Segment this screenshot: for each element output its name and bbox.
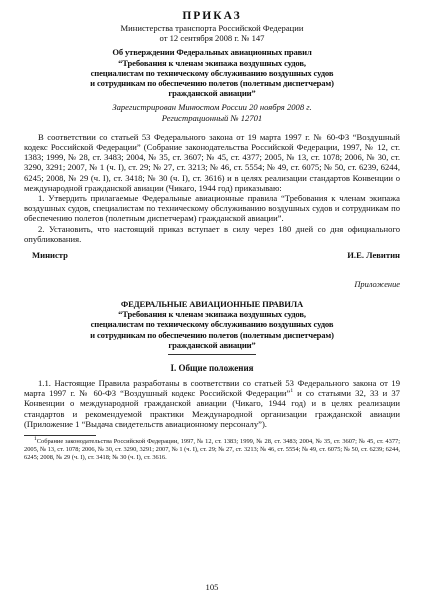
appendix-title-line: “Требования к членам экипажа воздушных судов, <box>118 309 306 320</box>
signer-title: Министр <box>32 250 68 261</box>
order-item-1: 1. Утвердить прилагаемые Федеральные авиационные правила “Требования к членам экипажа воздушных судов, специалистам по техническому обслуживанию воздушных судов и сотрудникам по обеспечению полетов (полетным диспетчерам) гражданской авиации”. <box>24 193 400 224</box>
appendix-title-line: ФЕДЕРАЛЬНЫЕ АВИАЦИОННЫЕ ПРАВИЛА <box>120 299 304 310</box>
order-item-2: 2. Установить, что настоящий приказ вступает в силу через 180 дней со дня официального опубликования. <box>24 223 400 244</box>
order-subject-line: гражданской авиации” <box>168 88 256 99</box>
paragraph-1-1-text-cont: и со статьями 32, 33 и 37 Конвенции о международной гражданской авиации (Чикаго, 1944 год) и в целях реализации стандартов и рекомендуемой практики Международной организации гражданской авиации (Приложение 1 “Выдача свидетельств авиационному персоналу”). <box>24 388 400 429</box>
paragraph-1-1 <box>24 378 400 429</box>
order-subject-line: Об утверждении Федеральных авиационных правил <box>112 47 312 58</box>
appendix-title-line: гражданской авиации” <box>168 339 256 350</box>
order-ministry: Министерства транспорта Российской Федерации <box>120 23 304 33</box>
appendix-title <box>24 299 400 350</box>
order-subject-line: “Требования к членам экипажа воздушных судов, <box>118 57 306 68</box>
appendix-title-line: специалистам по техническому обслуживанию воздушных судов <box>90 319 334 330</box>
signature-block <box>24 250 400 260</box>
registration-line: Зарегистрирован Минюстом России 20 ноября 2008 г. <box>112 102 312 113</box>
paragraph-1-1-text: 1.1. Настоящие Правила разработаны в соответствии со статьей 53 Федерального закона от 19 марта 1997 г. № 60-ФЗ “Воздушный кодекс Российской Федерации” <box>24 378 400 399</box>
order-title: ПРИКАЗ <box>182 10 242 22</box>
document-page <box>24 10 400 461</box>
order-subject-line: и сотрудникам по обеспечению полетов (полетным диспетчерам) <box>90 78 334 89</box>
footnote-marker: 1 <box>34 435 37 442</box>
registration-line: Регистрационный № 12701 <box>161 112 263 123</box>
registration-note <box>24 102 400 122</box>
appendix-title-line: и сотрудникам по обеспечению полетов (полетным диспетчерам) <box>90 329 334 340</box>
order-preamble: В соответствии со статьей 53 Федерального закона от 19 марта 1997 г. № 60-ФЗ “Воздушный кодекс Российской Федерации” (Собрание законодательства Российской Федерации, 1997, № 12, ст. 1383; 1999, № 28, ст. 3483; 2004, № 35, ст. 3607; № 45, ст. 4377; 2005, № 13, ст. 1078; 2006, № 30, ст. 3290, 3291; 2007, № 1 (ч. I), ст. 29; № 27, ст. 3213; № 46, ст. 5554; № 49, ст. 6075; № 50, ст. 6239, 6244, 6245; 2008, № 29 (ч. I), ст. 3418; № 30 (ч. I), ст. 3616) и в целях реализации стандартов Конвенции о международной гражданской авиации (Чикаго, 1944 год) приказываю: <box>24 131 400 193</box>
footnote-text: Собрание законодательства Российской Федерации, 1997, № 12, ст. 1383; 1999, № 28, ст. 3483; 2004, № 35, ст. 3607; № 45, ст. 4377; 2005, № 13, ст. 1078; 2006, № 30, ст. 3290, 3291; 2007, № 1 (ч. I), ст. 29; № 27, ст. 3213; № 46, ст. 5554; № 49, ст. 6075; № 50, ст. 6239; 6244, 6245; 2008, № 29 (ч. I), ст. 3418; № 30 (ч. I), ст. 3616. <box>24 438 400 461</box>
order-subject-line: специалистам по техническому обслуживанию воздушных судов <box>90 67 334 78</box>
footnote <box>24 435 400 461</box>
page-number: 105 <box>205 582 219 592</box>
footnote-ref: 1 <box>290 388 294 395</box>
order-subject <box>24 47 400 98</box>
signer-name: И.Е. Левитин <box>347 250 400 261</box>
appendix-label: Приложение <box>354 280 400 290</box>
section-title: I. Общие положения <box>170 363 254 374</box>
order-date-number: от 12 сентября 2008 г. № 147 <box>159 33 265 44</box>
